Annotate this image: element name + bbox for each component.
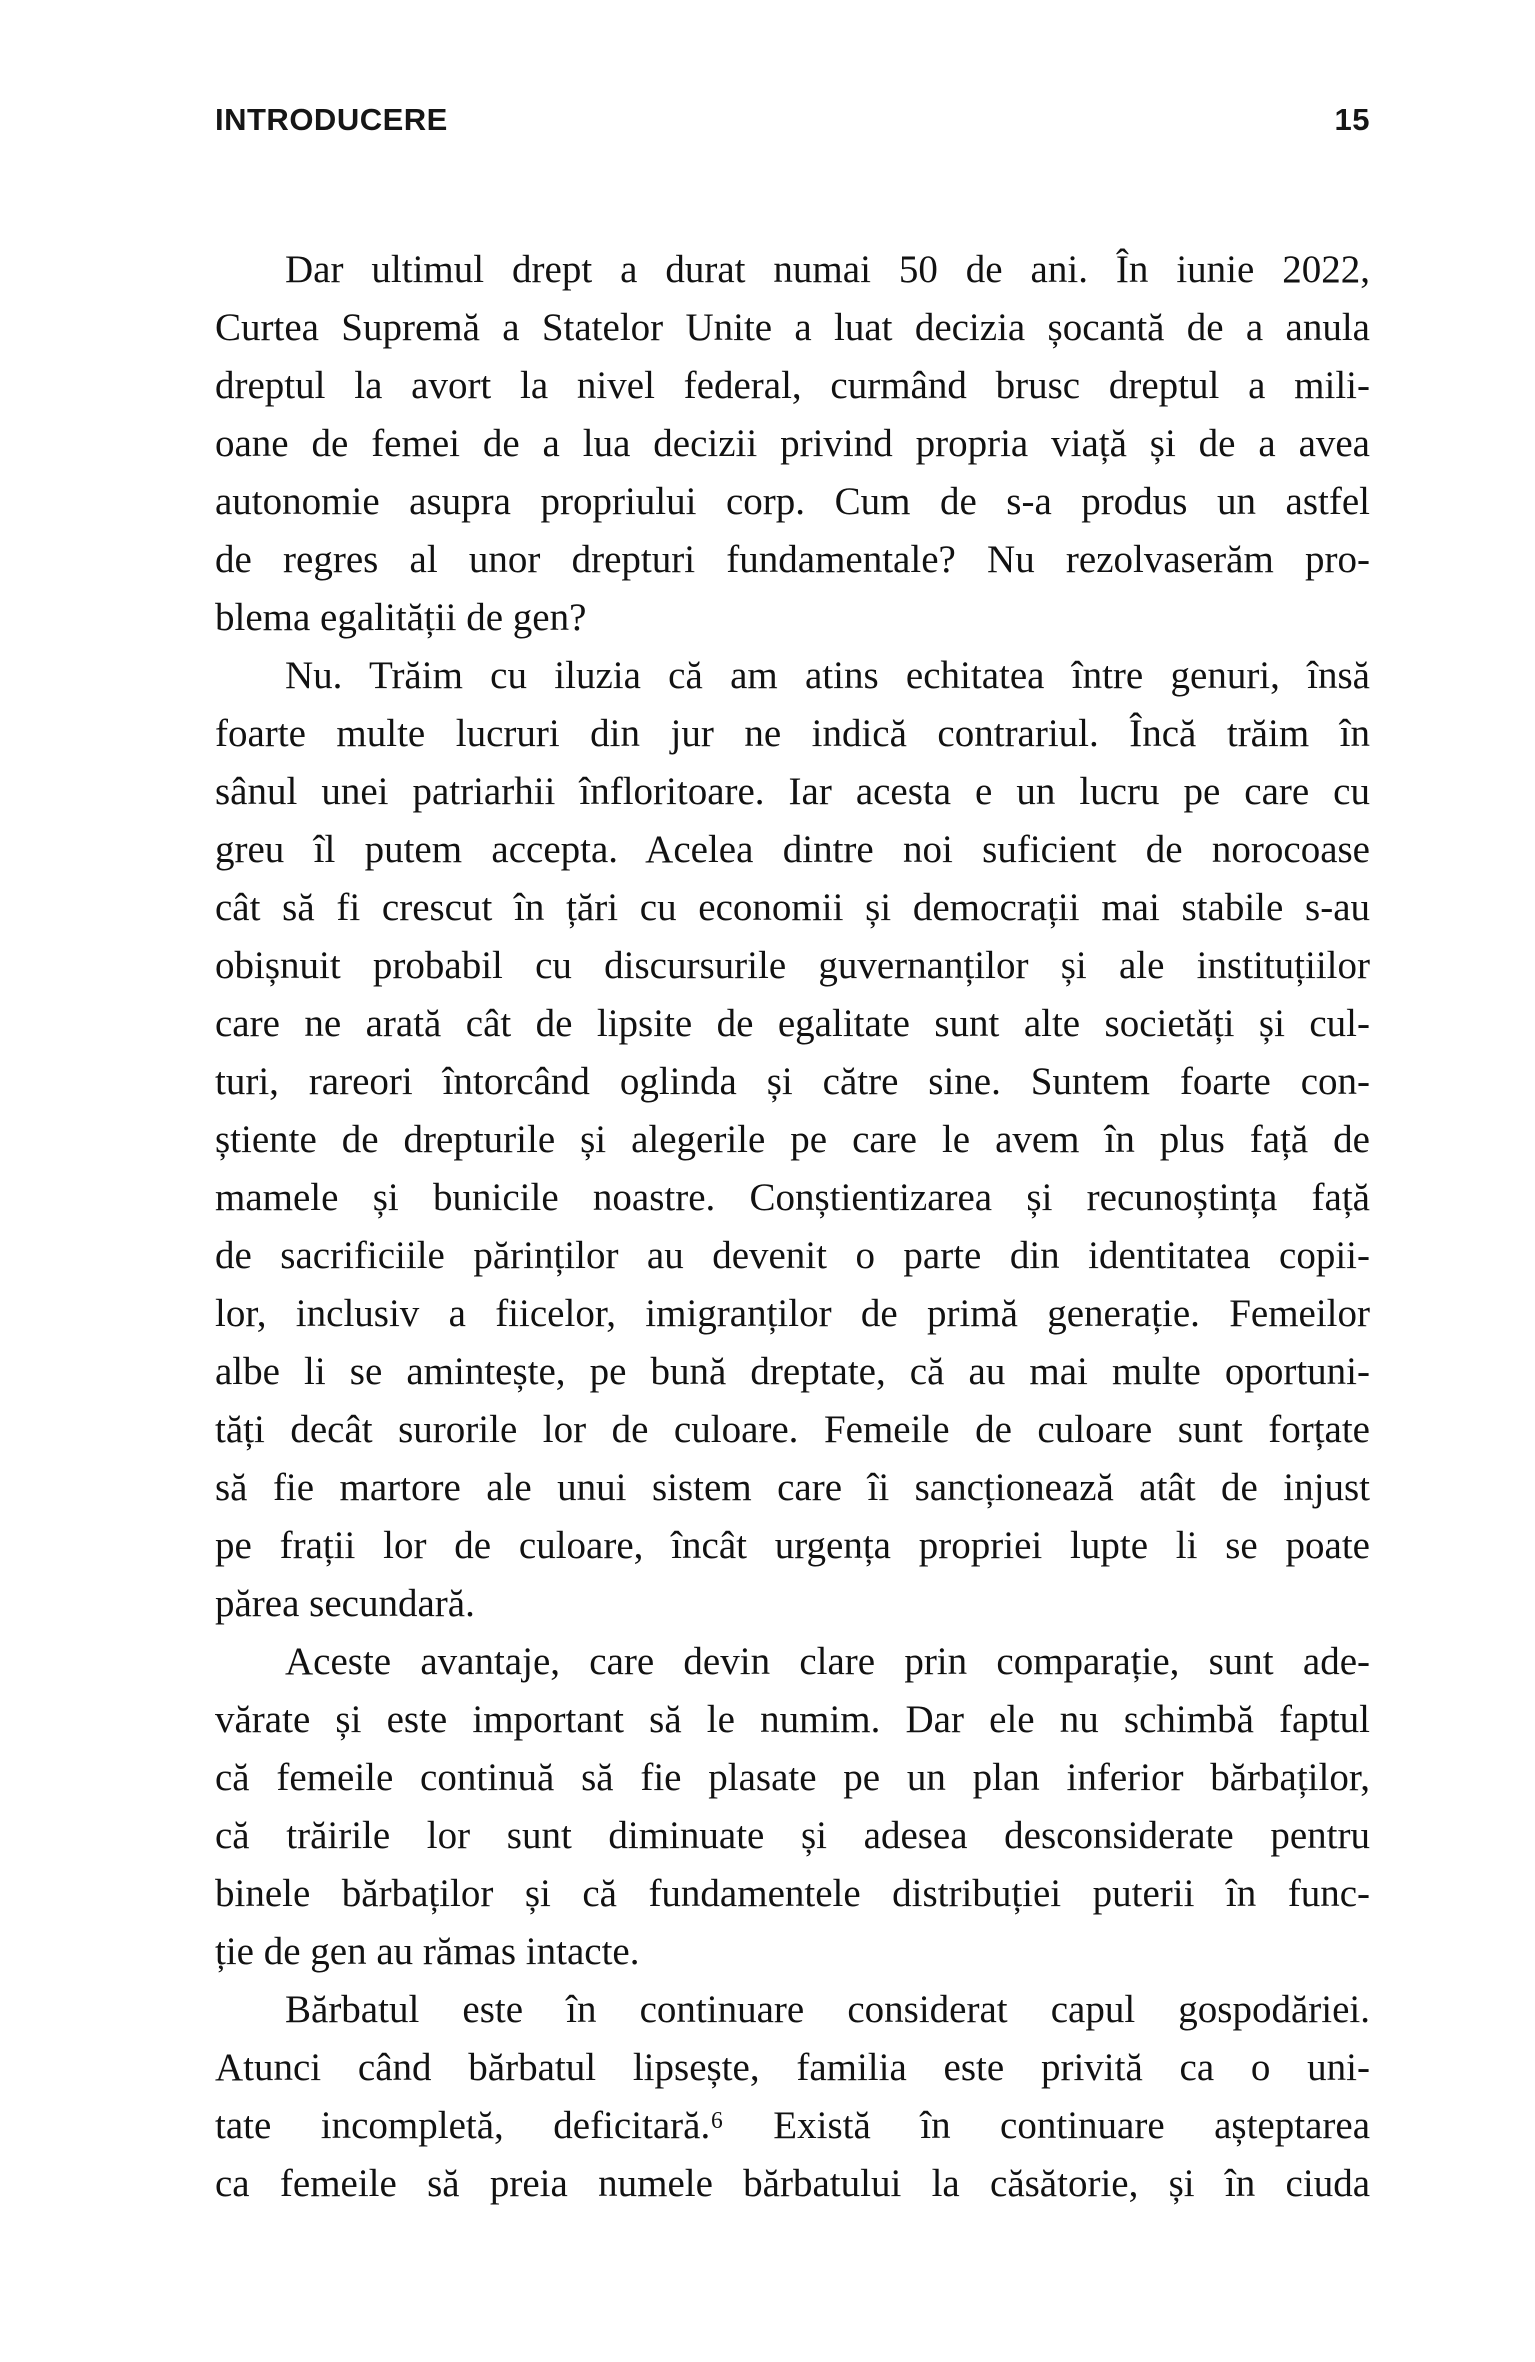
text-line: de regres al unor drepturi fundamentale? Nu rezolvaserăm pro- — [215, 538, 1370, 581]
text-line: știente de drepturile și alegerile pe care le avem în plus față de — [215, 1118, 1370, 1161]
text-line: foarte multe lucruri din jur ne indică contrariul. Încă trăim în — [215, 712, 1370, 755]
text-line: mamele și bunicile noastre. Conștientizarea și recunoștința față — [215, 1176, 1370, 1219]
text-line: albe li se amintește, pe bună dreptate, că au mai multe oportuni- — [215, 1350, 1370, 1393]
text-line: sânul unei patriarhii înfloritoare. Iar acesta e un lucru pe care cu — [215, 770, 1370, 813]
text-line: tăți decât surorile lor de culoare. Femeile de culoare sunt forțate — [215, 1408, 1370, 1451]
text-line: că femeile continuă să fie plasate pe un plan inferior bărbaților, — [215, 1756, 1370, 1799]
paragraph — [215, 1981, 1370, 2213]
page-body — [215, 241, 1370, 2213]
paragraph — [215, 241, 1370, 647]
text-line: vărate și este important să le numim. Dar ele nu schimbă faptul — [215, 1698, 1370, 1741]
text-line: blema egalității de gen? — [215, 596, 587, 639]
text-line: Bărbatul este în continuare considerat capul gospodăriei. — [285, 1988, 1370, 2031]
text-line: tate incompletă, deficitară.⁶ Există în continuare așteptarea — [215, 2104, 1370, 2147]
text-line: lor, inclusiv a fiicelor, imigranților de primă generație. Femeilor — [215, 1292, 1370, 1335]
text-line: Atunci când bărbatul lipsește, familia este privită ca o uni- — [215, 2046, 1370, 2089]
text-line: ca femeile să preia numele bărbatului la căsătorie, și în ciuda — [215, 2162, 1370, 2205]
section-title: INTRODUCERE — [215, 102, 448, 137]
text-line: ție de gen au rămas intacte. — [215, 1930, 640, 1973]
text-line: că trăirile lor sunt diminuate și adesea desconsiderate pentru — [215, 1814, 1370, 1857]
text-line: care ne arată cât de lipsite de egalitate sunt alte societăți și cul- — [215, 1002, 1370, 1045]
paragraph — [215, 1633, 1370, 1981]
text-line: Nu. Trăim cu iluzia că am atins echitatea între genuri, însă — [285, 654, 1370, 697]
paragraph — [215, 647, 1370, 1633]
text-line: oane de femei de a lua decizii privind propria viață și de a avea — [215, 422, 1370, 465]
text-line: autonomie asupra propriului corp. Cum de s-a produs un astfel — [215, 480, 1370, 523]
text-line: Curtea Supremă a Statelor Unite a luat decizia șocantă de a anula — [215, 306, 1370, 349]
text-line: turi, rareori întorcând oglinda și către sine. Suntem foarte con- — [215, 1060, 1370, 1103]
text-line: de sacrificiile părinților au devenit o parte din identitatea copii- — [215, 1234, 1370, 1277]
text-line: părea secundară. — [215, 1582, 475, 1625]
text-line: dreptul la avort la nivel federal, curmând brusc dreptul a mili- — [215, 364, 1370, 407]
text-line: binele bărbaților și că fundamentele distribuției puterii în func- — [215, 1872, 1370, 1915]
text-line: obișnuit probabil cu discursurile guvernanților și ale instituțiilor — [215, 944, 1370, 987]
text-line: Aceste avantaje, care devin clare prin comparație, sunt ade- — [285, 1640, 1370, 1683]
text-line: Dar ultimul drept a durat numai 50 de ani. În iunie 2022, — [285, 248, 1370, 291]
page-number: 15 — [1334, 102, 1370, 137]
text-line: să fie martore ale unui sistem care îi sancționează atât de injust — [215, 1466, 1370, 1509]
running-head — [215, 104, 1370, 135]
text-line: cât să fi crescut în țări cu economii și democrații mai stabile s-au — [215, 886, 1370, 929]
text-line: pe frații lor de culoare, încât urgența propriei lupte li se poate — [215, 1524, 1370, 1567]
text-line: greu îl putem accepta. Acelea dintre noi suficient de norocoase — [215, 828, 1370, 871]
